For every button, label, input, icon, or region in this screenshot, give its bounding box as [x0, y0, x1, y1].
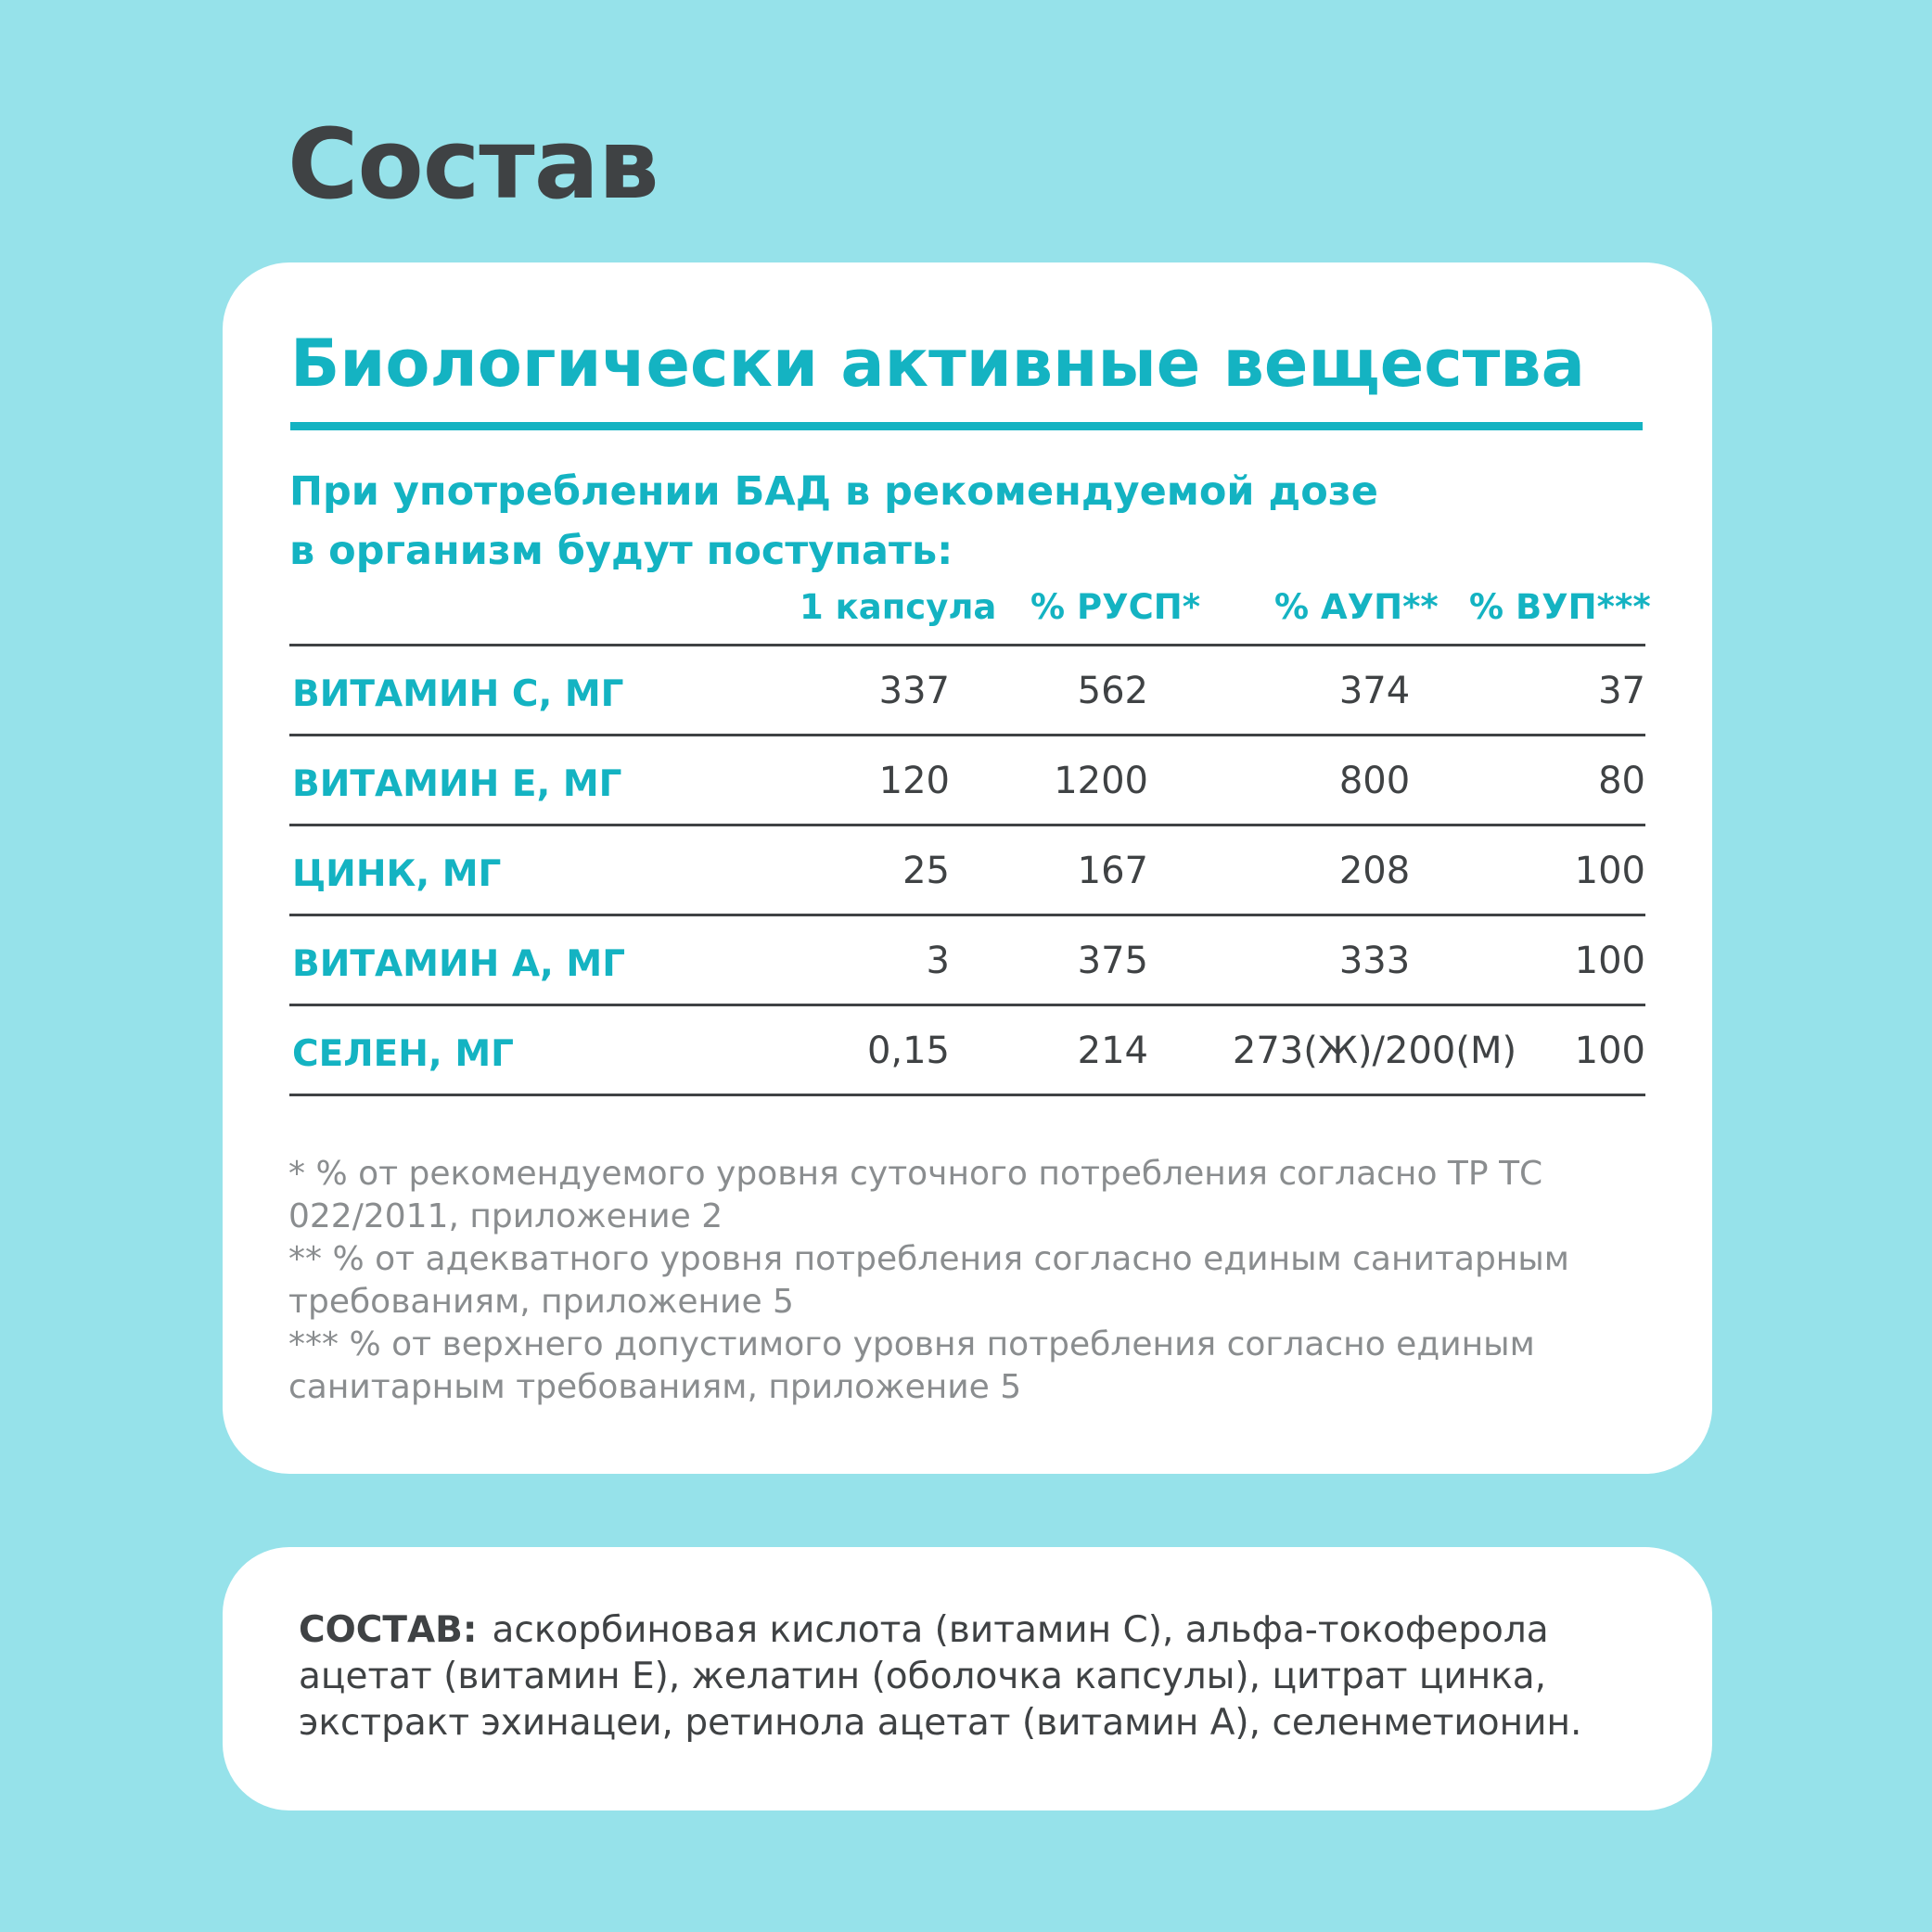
value-capsule: 0,15 — [866, 1030, 950, 1072]
column-header-vup: % ВУП*** — [1469, 587, 1651, 627]
value-aup: 800 — [1338, 760, 1411, 802]
footnote: ** % от адекватного уровня потребления согласно единым санитарным требованиям, приложение 5 — [288, 1240, 1569, 1321]
table-row — [289, 1006, 1645, 1096]
value-vup: 80 — [1598, 760, 1645, 802]
footnote: *** % от верхнего допустимого уровня потребления согласно единым санитарным требованиям, приложение 5 — [288, 1325, 1535, 1406]
value-capsule: 120 — [878, 760, 950, 802]
nutrient-name: ВИТАМИН С, МГ — [292, 673, 624, 715]
value-vup: 100 — [1574, 850, 1645, 892]
value-vup: 37 — [1598, 670, 1645, 712]
value-capsule: 3 — [926, 940, 950, 982]
composition-label: СОСТАВ: — [299, 1609, 478, 1651]
value-aup: 273(Ж)/200(М) — [1232, 1030, 1517, 1072]
nutrient-name: ВИТАМИН Е, МГ — [292, 763, 622, 805]
value-rusp: 167 — [1077, 850, 1148, 892]
value-capsule: 337 — [878, 670, 950, 712]
page-title: Состав — [288, 108, 659, 221]
nutrient-name: ЦИНК, МГ — [292, 853, 502, 895]
intro-text — [289, 462, 1588, 581]
value-aup: 208 — [1338, 850, 1411, 892]
value-capsule: 25 — [902, 850, 950, 892]
value-aup: 374 — [1338, 670, 1411, 712]
section-heading: Биологически активные вещества — [290, 326, 1585, 402]
table-row — [289, 736, 1645, 826]
composition-ingredients: аскорбиновая кислота (витамин С), альфа-токоферола ацетат (витамин Е), желатин (оболочка капсулы), цитрат цинка, экстракт эхинацеи, ретинола ацетат (витамин А), селенметионин. — [299, 1609, 1582, 1744]
table-row — [289, 826, 1645, 916]
table-row — [289, 916, 1645, 1006]
column-header-capsule: 1 капсула — [800, 587, 997, 627]
intro-line: При употреблении БАД в рекомендуемой дозе — [289, 468, 1378, 515]
footnote: * % от рекомендуемого уровня суточного потребления согласно ТР ТС 022/2011, приложение 2 — [288, 1155, 1543, 1235]
footnotes — [288, 1153, 1652, 1409]
nutrient-name: ВИТАМИН А, МГ — [292, 943, 626, 985]
value-rusp: 214 — [1077, 1030, 1148, 1072]
value-rusp: 562 — [1077, 670, 1148, 712]
value-vup: 100 — [1574, 940, 1645, 982]
nutrient-name: СЕЛЕН, МГ — [292, 1033, 514, 1075]
value-aup: 333 — [1338, 940, 1411, 982]
column-header-aup: % АУП** — [1274, 587, 1439, 627]
intro-line: в организм будут поступать: — [289, 528, 953, 574]
value-vup: 100 — [1574, 1030, 1645, 1072]
nutrient-table — [289, 577, 1651, 1096]
column-header-rusp: % РУСП* — [1030, 587, 1201, 627]
composition-text — [299, 1607, 1671, 1746]
table-header — [289, 577, 1651, 644]
table-row — [289, 646, 1645, 736]
value-rusp: 375 — [1077, 940, 1148, 982]
value-rusp: 1200 — [1054, 760, 1148, 802]
heading-underline — [290, 422, 1643, 430]
